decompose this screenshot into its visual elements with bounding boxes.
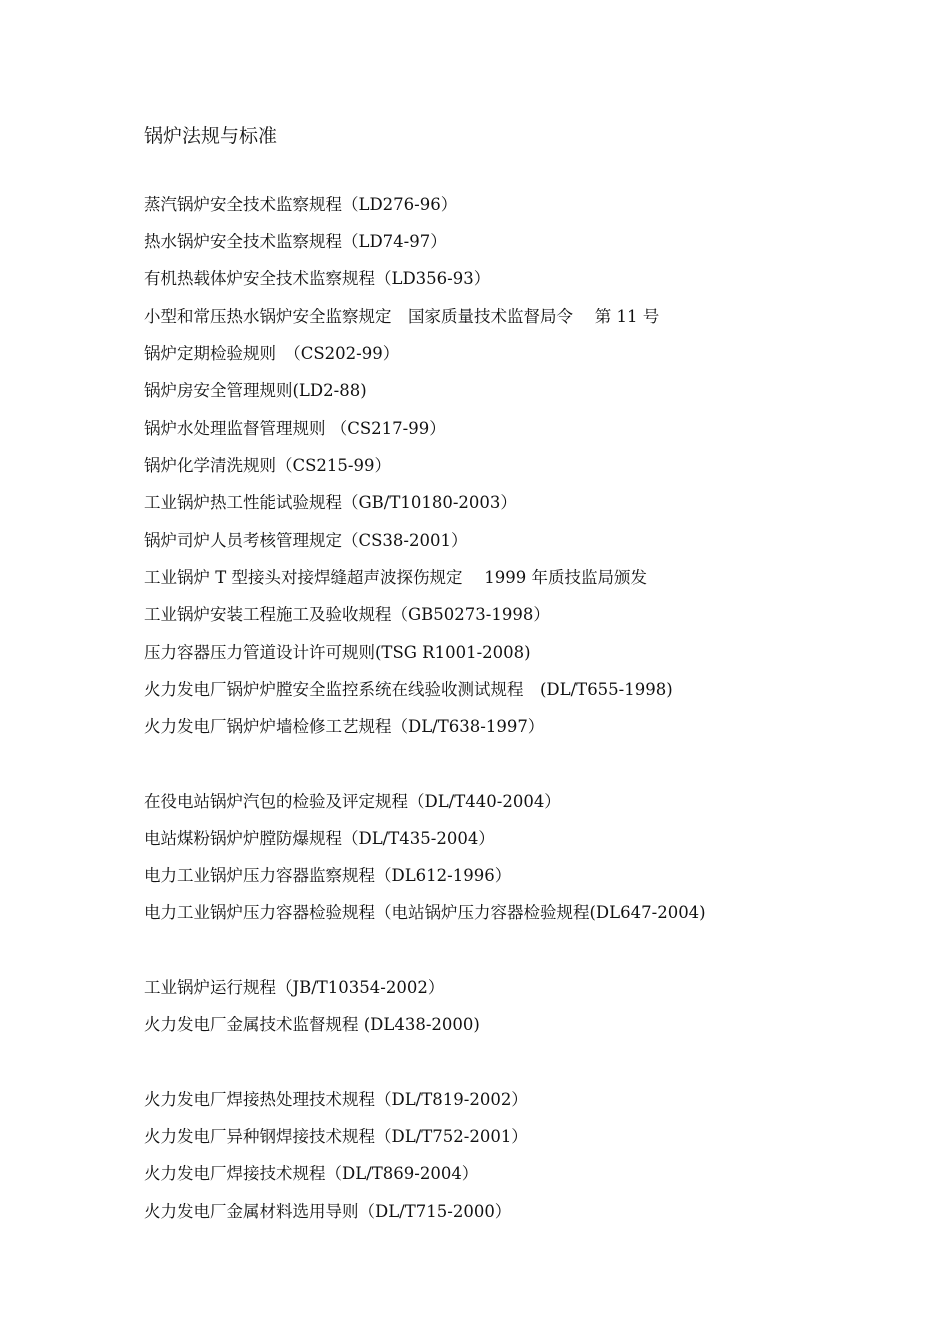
regulation-item: 火力发电厂金属材料选用导则（DL/T715-2000） — [144, 1202, 512, 1221]
regulation-item: 工业锅炉热工性能试验规程（GB/T10180-2003） — [144, 493, 517, 512]
regulation-item: 火力发电厂异种钢焊接技术规程（DL/T752-2001） — [144, 1127, 528, 1146]
regulation-item: 电力工业锅炉压力容器检验规程（电站锅炉压力容器检验规程(DL647-2004) — [144, 903, 706, 922]
regulation-item: 工业锅炉运行规程（JB/T10354-2002） — [144, 978, 445, 997]
regulation-item: 锅炉司炉人员考核管理规定（CS38-2001） — [144, 531, 468, 550]
regulation-item: 电力工业锅炉压力容器监察规程（DL612-1996） — [144, 866, 512, 885]
regulation-item: 锅炉水处理监督管理规则 （CS217-99） — [144, 419, 446, 438]
regulation-item: 锅炉房安全管理规则(LD2-88) — [144, 381, 367, 400]
regulation-item: 小型和常压热水锅炉安全监察规定 国家质量技术监督局令 第 11 号 — [144, 307, 660, 326]
regulation-item: 火力发电厂锅炉炉膛安全监控系统在线验收测试规程 (DL/T655-1998) — [144, 680, 673, 699]
regulation-item: 工业锅炉 T 型接头对接焊缝超声波探伤规定 1999 年质技监局颁发 — [144, 568, 647, 587]
regulation-item: 压力容器压力管道设计许可规则(TSG R1001-2008) — [144, 643, 531, 662]
regulation-item: 火力发电厂焊接热处理技术规程（DL/T819-2002） — [144, 1090, 528, 1109]
regulation-item: 火力发电厂锅炉炉墙检修工艺规程（DL/T638-1997） — [144, 717, 545, 736]
regulation-item: 有机热载体炉安全技术监察规程（LD356-93） — [144, 269, 491, 288]
regulation-item: 锅炉化学清洗规则（CS215-99） — [144, 456, 391, 475]
regulation-item: 在役电站锅炉汽包的检验及评定规程（DL/T440-2004） — [144, 792, 561, 811]
regulation-item: 工业锅炉安装工程施工及验收规程（GB50273-1998） — [144, 605, 550, 624]
regulation-item: 热水锅炉安全技术监察规程（LD74-97） — [144, 232, 447, 251]
regulation-item: 火力发电厂焊接技术规程（DL/T869-2004） — [144, 1164, 479, 1183]
regulation-item: 锅炉定期检验规则 （CS202-99） — [144, 344, 400, 363]
regulation-item: 电站煤粉锅炉炉膛防爆规程（DL/T435-2004） — [144, 829, 495, 848]
document-title: 锅炉法规与标准 — [144, 125, 278, 147]
regulation-item: 火力发电厂金属技术监督规程 (DL438-2000) — [144, 1015, 480, 1034]
regulation-item: 蒸汽锅炉安全技术监察规程（LD276-96） — [144, 195, 458, 214]
